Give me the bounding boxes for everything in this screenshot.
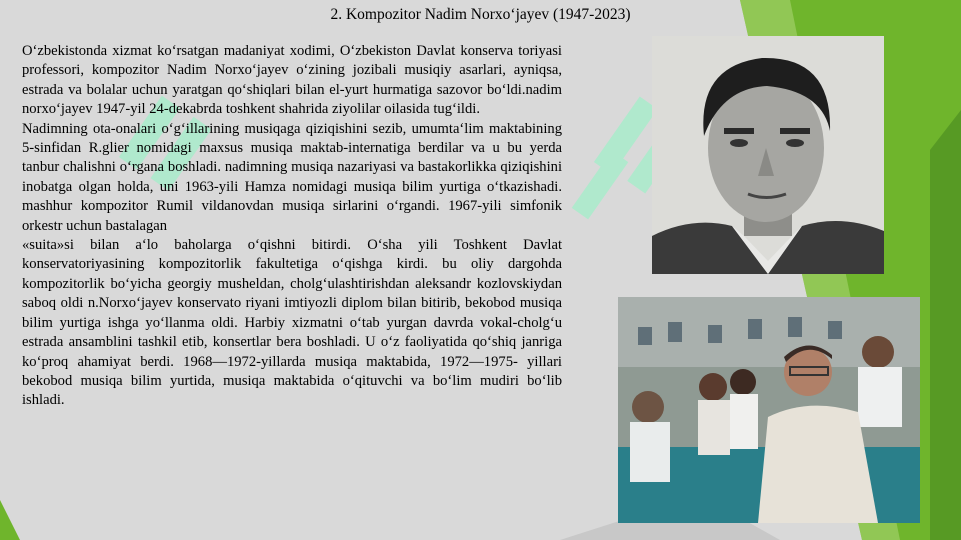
body-text (22, 42, 562, 411)
slide-title: 2. Kompozitor Nadim Norxo‘jayev (1947-2023) (330, 6, 631, 23)
audience-photo (618, 297, 920, 523)
paragraph-2: Nadimning ota-onalari o‘g‘illarining musiqaga qiziqishini sezib, umumta‘lim maktabining 5-sinfidan R.glier nomidagi maxsus musiqa maktab-internatiga berdilar va u bu yerda tanbur chalishni o‘rgana boshladi. nadimning musiqa nazariyasi va bastakorlikka qiziqishini inobatga olgan holda, uni 1963-yili Hamza nomidagi musiqa bilim yurtiga o‘tkazishadi. mashhur kompozitor Rumil vildanovdan musiqa sirlarini o‘rgandi. 1967-yili simfonik orkestr uchun bastalagan (22, 120, 562, 234)
portrait-photo (652, 36, 884, 274)
dark-green-stripe (930, 110, 961, 540)
paragraph-3: «suita»si bilan a‘lo baholarga o‘qishni bitirdi. O‘sha yili Toshkent Davlat konservatoriyasining kompozitorlik fakultetiga o‘qishga kirdi. bu oliy dargohda kompozitorlik bo‘yicha georgiy musheldan, cholg‘ulashtirishdan aleksandr kozlovskiydan saboq oldi n.Norxo‘jayev konservato riyani imtiyozli diplom bilan bitirib, bekobod musiqa bilim yurtiga ishga yo‘llanma oldi. Harbiy xizmatni o‘tab yurgan davrda vokal-cholg‘u estrada ansamblini tashkil etib, konsertlar bera boshladi. U o‘z faoliyatida qo‘shiq janriga ko‘proq ahamiyat berdi. 1968—1972-yillarda musiqa maktabida, 1972—1975- yillari bekobod musiqa bilim yurtida, musiqa maktabida o‘qituvchi va bo‘lim mudiri bo‘lib ishladi. (22, 237, 562, 409)
paragraph-1: O‘zbekistonda xizmat ko‘rsatgan madaniyat xodimi, O‘zbekiston Davlat konserva toriyasi professori, kompozitor Nadim Norxo‘jayev o‘zining jozibali musiqiy asarlari, ayniqsa, estrada va bolalar uchun yaratgan qo‘shiqlari bilan el-yurt hurmatiga sazovor bo‘ldi.nadim norxo‘jayev 1947-yil 24-dekabrda toshkent shahrida ziyolilar oilasida tug‘ildi. (22, 43, 562, 118)
